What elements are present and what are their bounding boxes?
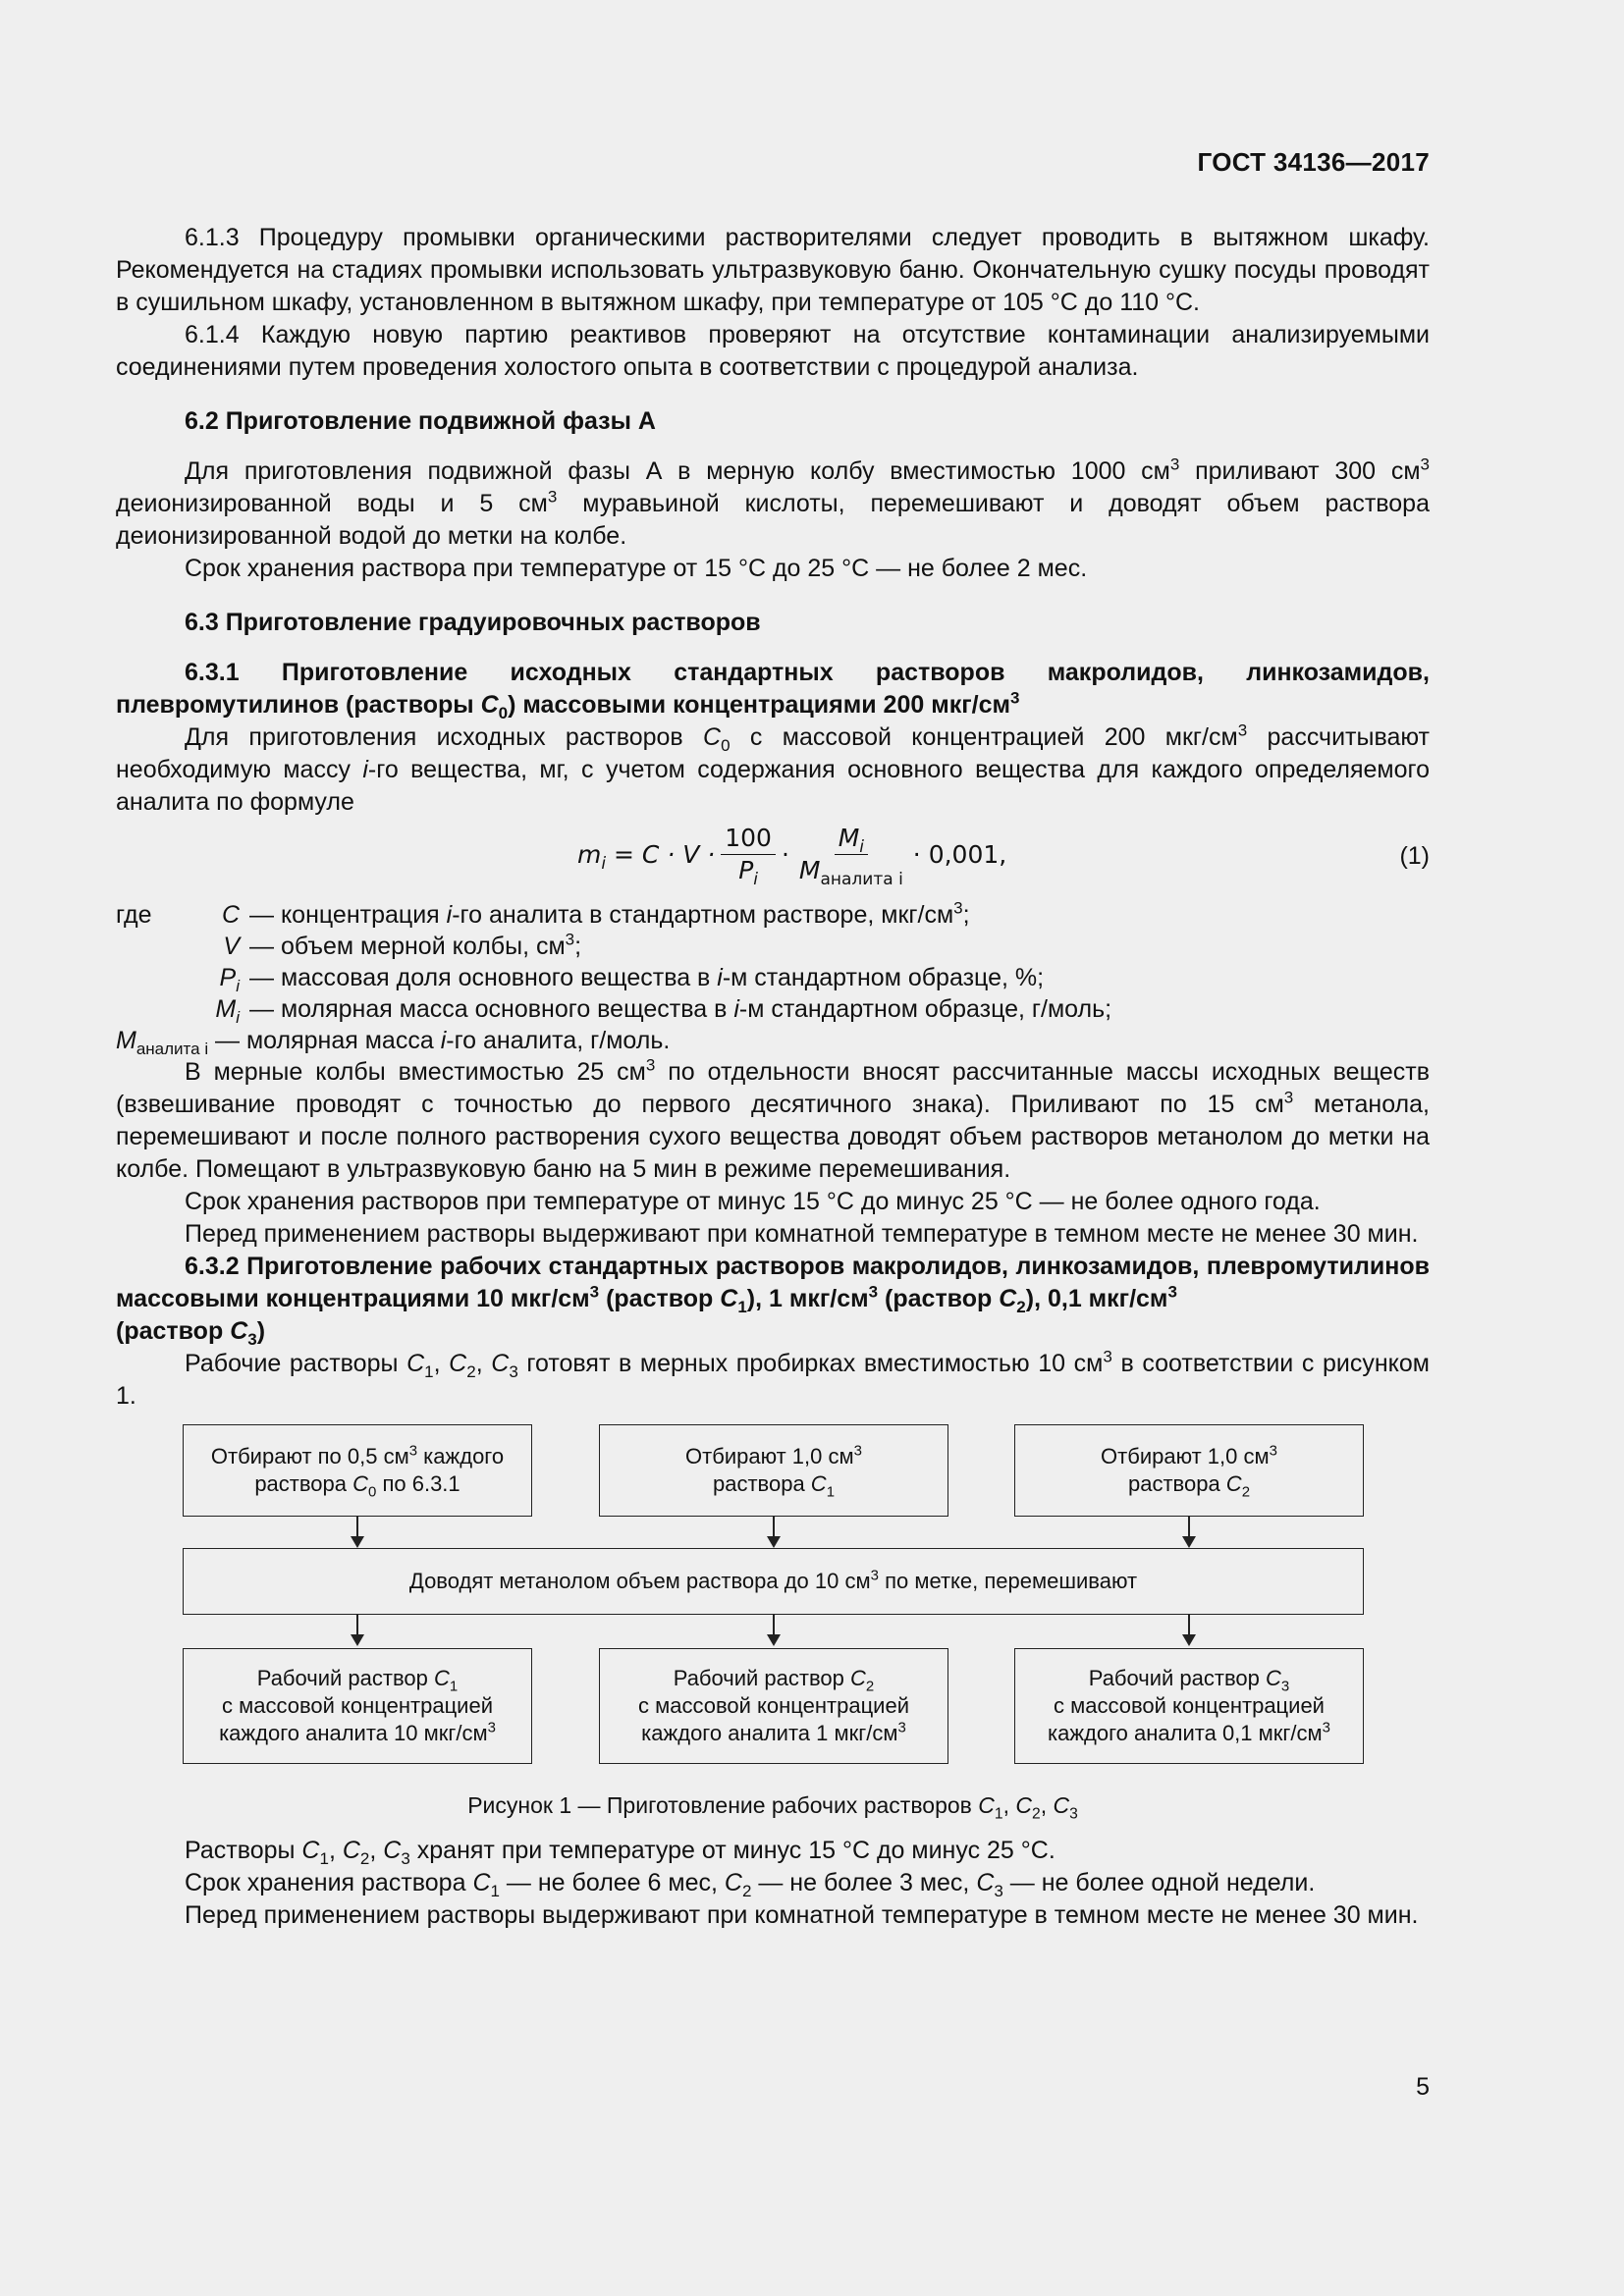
paragraph-6-1-4: 6.1.4 Каждую новую партию реактивов проверяют на отсутствие контаминации анализируемыми соединениями путем проведения холостого опыта в соответствии с процедурой анализа.: [116, 321, 1430, 381]
paragraph-6-1-3: 6.1.3 Процедуру промывки органическими растворителями следует проводить в вытяжном шкафу. Рекомендуется на стадиях промывки использовать ультразвуковую баню. Окончательную сушку посуды проводят в сушильном шкафу, установленном в вытяжном шкафу, при температуре от 105 °С до 110 °С.: [116, 224, 1430, 316]
heading-6-2: 6.2 Приготовление подвижной фазы А: [185, 407, 656, 435]
definition-m: $M_i$ — молярная масса основного вещества в i-м стандартном образце, г/моль;: [215, 995, 1112, 1027]
flow-arrow: [773, 1615, 775, 1644]
figure-1-flowchart: [116, 1424, 1430, 1823]
page-number: 5: [1416, 2073, 1430, 2101]
flow-box-take-c2: Отбирают 1,0 $см^3$ раствора $C_2$: [1014, 1424, 1364, 1517]
heading-6-3-2: 6.3.2 Приготовление рабочих стандартных растворов макролидов, линкозамидов, плевромутилинов массовыми концентрациями 10 мкг/$см^3$ (раствор $C_1$), 1 мкг/$см^3$ (раствор $C_2$), 0,1 мкг/$см^3$ (раствор $C_3$): [116, 1253, 1430, 1349]
fraction-100-over-p: $\frac{100}{P_i}$: [721, 825, 776, 884]
paragraph-6-2-a: Для приготовления подвижной фазы А в мерную колбу вместимостью 1000 $см^3$ приливают 300 $см^3$ деионизированной воды и 5 $см^3$ муравьиной кислоты, перемешивают и доводят объем раствора деионизированной водой до метки на колбе.: [116, 454, 1430, 550]
flow-box-result-c2: Рабочий раствор $C_2$ с массовой концентрацией каждого аналита 1 мкг/$см^3$: [599, 1648, 948, 1764]
flow-arrow: [1188, 1517, 1190, 1546]
flow-arrow: [356, 1517, 358, 1546]
document-code: ГОСТ 34136—2017: [1197, 147, 1430, 177]
formula-1: $m_i = C \cdot V$ · $\frac{100}{P_i}$ · $\frac{M_i}{M_{аналита i}}$ · 0,001, (1): [577, 824, 1430, 889]
paragraph-6-3-1-a: Для приготовления исходных растворов $C_0$ с массовой концентрацией 200 мкг/$см^3$ рассчитывают необходимую массу i-го вещества, мг, с учетом содержания основного вещества для каждого определяемого аналита по формуле: [116, 721, 1431, 816]
flow-box-take-c0: Отбирают по 0,5 $см^3$ каждого раствора $C_0$ по 6.3.1: [183, 1424, 532, 1517]
fraction-m-over-m-analyte: $\frac{M_i}{M_{аналита i}}$: [798, 824, 903, 889]
paragraph-storage-1: Растворы $C_1$, $C_2$, $C_3$ хранят при температуре от минус 15 °С до минус 25 °С.: [185, 1837, 1056, 1868]
flow-box-result-c1: Рабочий раствор $C_1$ с массовой концентрацией каждого аналита 10 мкг/$см^3$: [183, 1648, 532, 1764]
formula-definitions: [116, 899, 1430, 1056]
paragraph-6-3-1-b: В мерные колбы вместимостью 25 $см^3$ по отдельности вносят рассчитанные массы исходных веществ (взвешивание проводят с точностью до первого десятичного знака). Приливают по 15 $см^3$ метанола, перемешивают и после полного растворения сухого вещества доводят объем растворов метанолом до метки на колбе. Помещают в ультразвуковую баню на 5 мин в режиме перемешивания.: [116, 1055, 1431, 1183]
definition-p: $P_i$ — массовая доля основного вещества в i-м стандартном образце, %;: [219, 964, 1045, 995]
paragraph-6-3-2: Рабочие растворы $C_1$, $C_2$, $C_3$ готовят в мерных пробирках вместимостью 10 $см^3$ в соответствии с рисунком 1.: [116, 1347, 1430, 1410]
formula-number: (1): [1399, 842, 1430, 870]
definition-c: где C — концентрация i-го аналита в стандартном растворе, мкг/$см^3$;: [116, 898, 970, 929]
paragraph-6-3-1-d: Перед применением растворы выдерживают при комнатной температуре в темном месте не менее 30 мин.: [185, 1220, 1419, 1248]
flow-box-result-c3: Рабочий раствор $C_3$ с массовой концентрацией каждого аналита 0,1 мкг/$см^3$: [1014, 1648, 1364, 1764]
definition-m-analyte: $M_{аналита i}$ — молярная масса i-го аналита, г/моль.: [116, 1027, 671, 1058]
heading-6-3: 6.3 Приготовление градуировочных растворов: [185, 609, 761, 636]
flow-arrow: [773, 1517, 775, 1546]
figure-caption: Рисунок 1 — Приготовление рабочих растворов $C_1$, $C_2$, $C_3$: [467, 1792, 1078, 1823]
paragraph-6-3-1-c: Срок хранения растворов при температуре от минус 15 °С до минус 25 °С — не более одного года.: [185, 1188, 1321, 1215]
heading-6-3-1: 6.3.1 Приготовление исходных стандартных растворов макролидов, линкозамидов, плевромутилинов (растворы $C_0$) массовыми концентрациями 200 мкг/$см^3$: [116, 659, 1430, 722]
flow-arrow: [356, 1615, 358, 1644]
paragraph-storage-2: Срок хранения раствора $C_1$ — не более 6 мес, $C_2$ — не более 3 мес, $C_3$ — не более одной недели.: [185, 1869, 1316, 1900]
paragraph-6-2-b: Срок хранения раствора при температуре от 15 °С до 25 °С — не более 2 мес.: [185, 555, 1088, 582]
definition-v: V — объем мерной колбы, $см^3$;: [223, 930, 582, 960]
flow-box-take-c1: Отбирают 1,0 $см^3$ раствора $C_1$: [599, 1424, 948, 1517]
flow-arrow: [1188, 1615, 1190, 1644]
document-body: [116, 222, 1430, 1932]
flow-box-dilute: Доводят метанолом объем раствора до 10 $см^3$ по метке, перемешивают: [183, 1548, 1364, 1615]
paragraph-storage-3: Перед применением растворы выдерживают при комнатной температуре в темном месте не менее 30 мин.: [185, 1901, 1419, 1929]
